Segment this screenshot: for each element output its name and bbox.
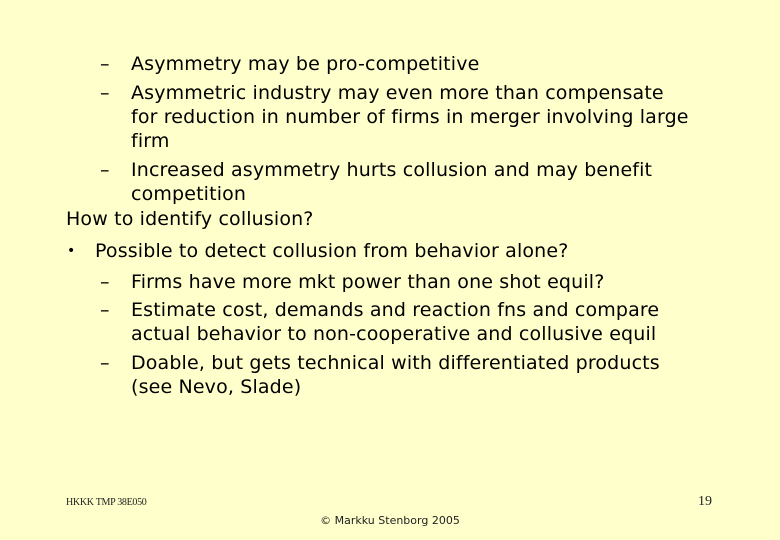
list-item: Asymmetry may be pro-competitive xyxy=(131,53,480,75)
dash-marker: – xyxy=(100,299,110,321)
page-number: 19 xyxy=(698,494,712,509)
list-item-line: (see Nevo, Slade) xyxy=(131,376,302,398)
section-heading: How to identify collusion? xyxy=(66,208,314,230)
bullet-marker: • xyxy=(67,243,76,259)
dash-marker: – xyxy=(100,271,110,293)
list-item: Firms have more mkt power than one shot equil? xyxy=(131,271,605,293)
list-item-line: Asymmetric industry may even more than compensate xyxy=(131,82,664,104)
dash-marker: – xyxy=(100,159,110,181)
bullet-item: Possible to detect collusion from behavior alone? xyxy=(95,240,569,262)
dash-marker: – xyxy=(100,53,110,75)
footer-copyright: © Markku Stenborg 2005 xyxy=(320,514,460,527)
footer-course-code: HKKK TMP 38E050 xyxy=(66,497,147,508)
list-item-line: firm xyxy=(131,130,170,152)
list-item-line: for reduction in number of firms in merger involving large xyxy=(131,106,689,128)
list-item-line: Increased asymmetry hurts collusion and may benefit xyxy=(131,159,653,181)
list-item-line: Estimate cost, demands and reaction fns and compare xyxy=(131,299,660,321)
list-item-line: Doable, but gets technical with differentiated products xyxy=(131,352,660,374)
dash-marker: – xyxy=(100,352,110,374)
dash-marker: – xyxy=(100,82,110,104)
list-item-line: competition xyxy=(131,183,247,205)
list-item-line: actual behavior to non-cooperative and collusive equil xyxy=(131,323,657,345)
